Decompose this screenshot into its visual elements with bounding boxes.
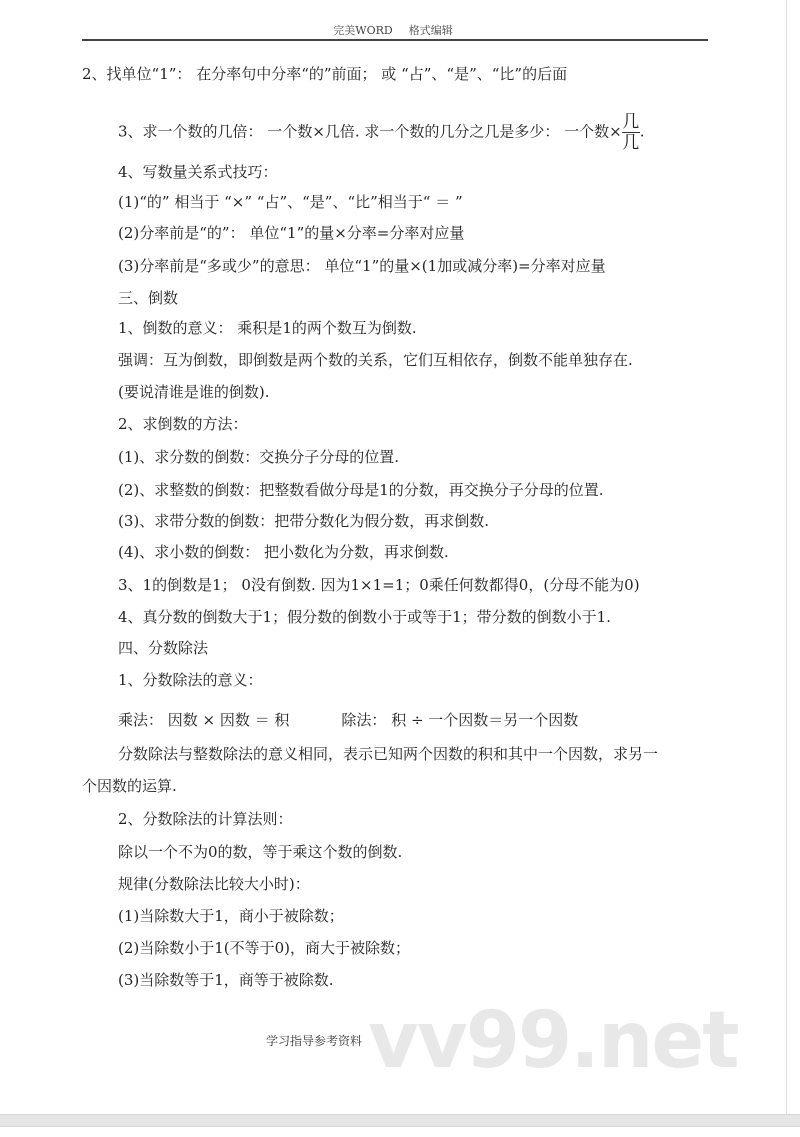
suffix: . [639,122,645,141]
text-line: (要说清谁是谁的倒数). [118,383,270,401]
text-line: (3)分率前是“多或少”的意思： 单位“1”的量×(1加或减分率)=分率对应量 [118,257,606,275]
text-line: 2、分数除法的计算法则： [118,810,293,828]
text-line: (1)“的” 相当于 “×” “占”、“是”、“比”相当于“ ＝ ” [118,193,463,211]
text-line [118,112,645,153]
text-line: 个因数的运算. [82,777,177,795]
text-line: 除以一个不为0的数，等于乘这个数的倒数. [118,843,403,861]
numerator: 几 [622,112,640,132]
text-line: 1、倒数的意义： 乘积是1的两个数互为倒数. [118,319,417,337]
fraction [622,112,640,153]
text-line: 1、分数除法的意义： [118,671,263,689]
text-line: 4、真分数的倒数大于1；假分数的倒数小于或等于1；带分数的倒数小于1. [118,608,611,626]
text-line: 分数除法与整数除法的意义相同，表示已知两个因数的积和其中一个因数，求另一 [118,745,659,763]
text-line: (2)、求整数的倒数：把整数看做分母是1的分数，再交换分子分母的位置. [118,481,604,499]
division-formula: 除法： 积 ÷ 一个因数＝另一个因数 [341,711,579,729]
text-line: 2、求倒数的方法： [118,415,248,433]
header-rule [82,39,708,41]
text-line: (3)当除数等于1，商等于被除数. [118,971,334,989]
text-line: (1)、求分数的倒数：交换分子分母的位置. [118,448,400,466]
multiplication-formula: 乘法： 因数 × 因数 ＝ 积 [118,711,290,729]
section-heading: 三、倒数 [118,289,179,307]
text-line: 规律(分数除法比较大小时)： [118,875,310,893]
page-header [0,22,786,38]
formula-line [118,710,578,730]
text-line: 强调：互为倒数，即倒数是两个数的关系，它们互相依存，倒数不能单独存在. [118,351,633,369]
page-gap [0,1114,800,1127]
header-right: 格式编辑 [408,24,453,37]
text-line: (4)、求小数的倒数： 把小数化为分数，再求倒数. [118,543,449,561]
section-heading: 四、分数除法 [118,639,209,657]
text-line: (3)、求带分数的倒数：把带分数化为假分数，再求倒数. [118,512,490,530]
text-line: (1)当除数大于1，商小于被除数； [118,907,344,925]
page-footer: 学习指导参考资料 [266,1034,363,1048]
text-line: 4、写数量关系式技巧： [118,163,278,181]
watermark: vv99.net [368,996,738,1086]
denominator: 几 [622,133,640,153]
text-span: 3、求一个数的几倍： 一个数×几倍. 求一个数的几分之几是多少： 一个数× [118,122,622,141]
text-line: (2)分率前是“的”： 单位“1”的量×分率=分率对应量 [118,224,465,242]
text-line: 2、找单位“1”： 在分率句中分率“的”前面； 或 “占”、“是”、“比”的后面 [82,65,568,83]
text-line: (2)当除数小于1(不等于0)，商大于被除数； [118,939,411,957]
text-line: 3、1的倒数是1； 0没有倒数. 因为1×1=1；0乘任何数都得0，(分母不能为0) [118,576,640,594]
header-left: 完美WORD [333,24,393,37]
